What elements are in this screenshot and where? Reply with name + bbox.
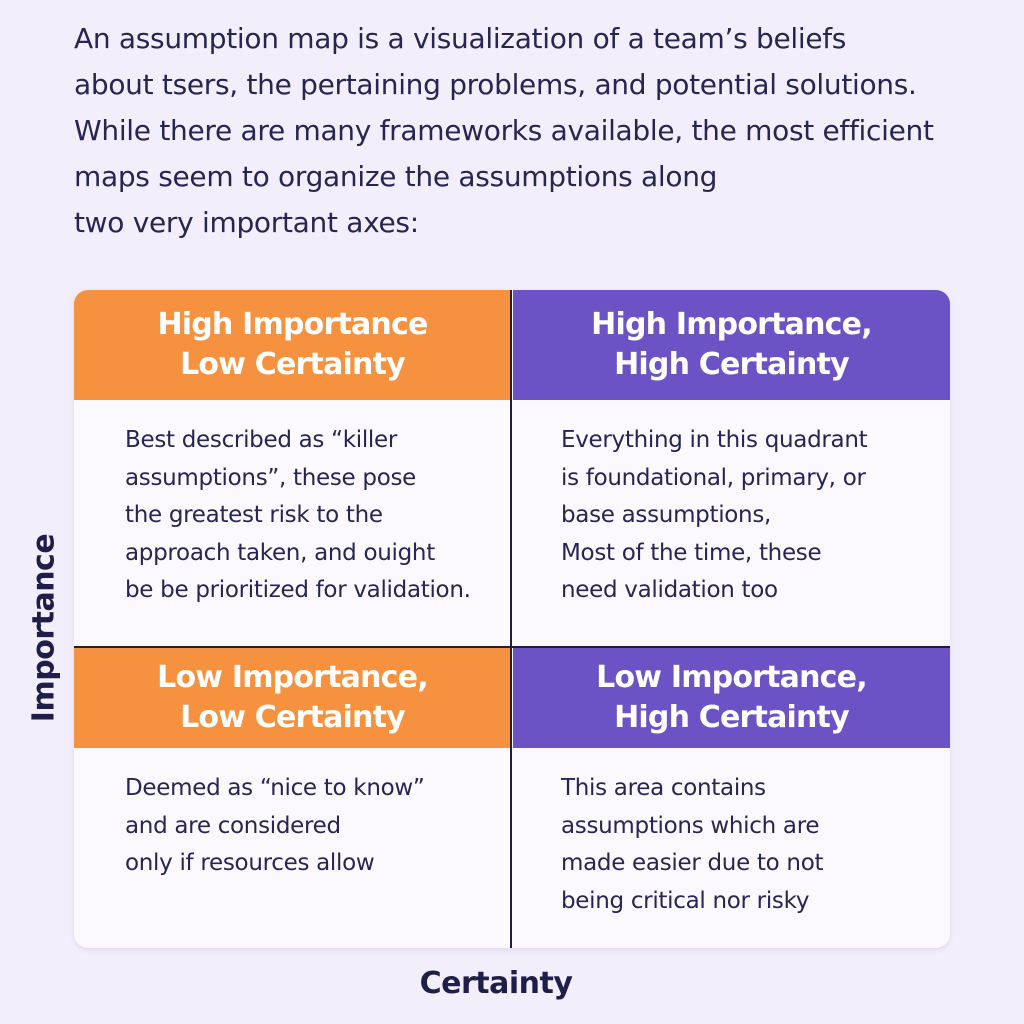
assumption-map-grid bbox=[74, 290, 950, 948]
description-line: being critical nor risky bbox=[561, 887, 810, 914]
description-line: be be prioritized for validation. bbox=[125, 577, 471, 603]
quadrant-header bbox=[74, 648, 511, 748]
quadrant-title bbox=[591, 305, 872, 385]
description-line: Most of the time, these bbox=[561, 539, 822, 566]
quadrant-low-importance-low-certainty bbox=[74, 648, 511, 948]
quadrant-high-importance-low-certainty bbox=[74, 290, 511, 646]
intro-line: maps seem to organize the assumptions along bbox=[74, 160, 718, 193]
quadrant-title-line: High Certainty bbox=[614, 347, 849, 382]
description-line: need validation too bbox=[561, 577, 778, 603]
quadrant-title-line: High Importance bbox=[157, 307, 428, 342]
intro-line: two very important axes: bbox=[74, 206, 419, 239]
quadrant-title-line: High Importance, bbox=[591, 307, 872, 342]
intro-paragraph bbox=[74, 16, 994, 246]
description-line: made easier due to not bbox=[561, 850, 824, 876]
quadrant-title-line: Low Importance, bbox=[157, 660, 428, 695]
description-line: Deemed as “nice to know” bbox=[125, 775, 425, 801]
quadrant-title-line: High Certainty bbox=[614, 700, 849, 735]
quadrant-title-line: Low Certainty bbox=[180, 347, 405, 382]
description-line: the greatest risk to the bbox=[125, 502, 383, 528]
description-line: and are considered bbox=[125, 812, 341, 839]
quadrant-header bbox=[513, 648, 950, 748]
quadrant-description bbox=[74, 748, 511, 883]
quadrant-title-line: Low Importance, bbox=[596, 660, 867, 695]
intro-line: An assumption map is a visualization of a team’s beliefs bbox=[74, 22, 847, 55]
quadrant-header bbox=[74, 290, 511, 400]
description-line: Everything in this quadrant bbox=[561, 427, 868, 453]
horizontal-axis-divider bbox=[74, 646, 950, 648]
x-axis-label: Certainty bbox=[419, 966, 573, 1001]
description-line: Best described as “killer bbox=[125, 427, 398, 453]
quadrant-high-importance-high-certainty bbox=[513, 290, 950, 646]
quadrant-title-line: Low Certainty bbox=[180, 700, 405, 735]
description-line: approach taken, and ouight bbox=[125, 539, 435, 566]
vertical-axis-divider bbox=[510, 290, 512, 948]
quadrant-description bbox=[513, 400, 950, 610]
description-line: assumptions which are bbox=[561, 812, 820, 839]
description-line: only if resources allow bbox=[125, 850, 375, 876]
quadrant-title bbox=[157, 658, 428, 738]
description-line: assumptions”, these pose bbox=[125, 464, 417, 491]
description-line: is foundational, primary, or bbox=[561, 464, 866, 491]
description-line: This area contains bbox=[561, 775, 766, 801]
quadrant-header bbox=[513, 290, 950, 400]
intro-line: While there are many frameworks available, the most efficient bbox=[74, 114, 934, 147]
y-axis-label: Importance bbox=[26, 533, 62, 723]
quadrant-description bbox=[74, 400, 511, 610]
quadrant-title bbox=[157, 305, 427, 385]
intro-line: about tsers, the pertaining problems, and potential solutions. bbox=[74, 68, 917, 101]
quadrant-description bbox=[513, 748, 950, 920]
quadrant-title bbox=[596, 658, 867, 738]
quadrant-low-importance-high-certainty bbox=[513, 648, 950, 948]
description-line: base assumptions, bbox=[561, 502, 772, 528]
